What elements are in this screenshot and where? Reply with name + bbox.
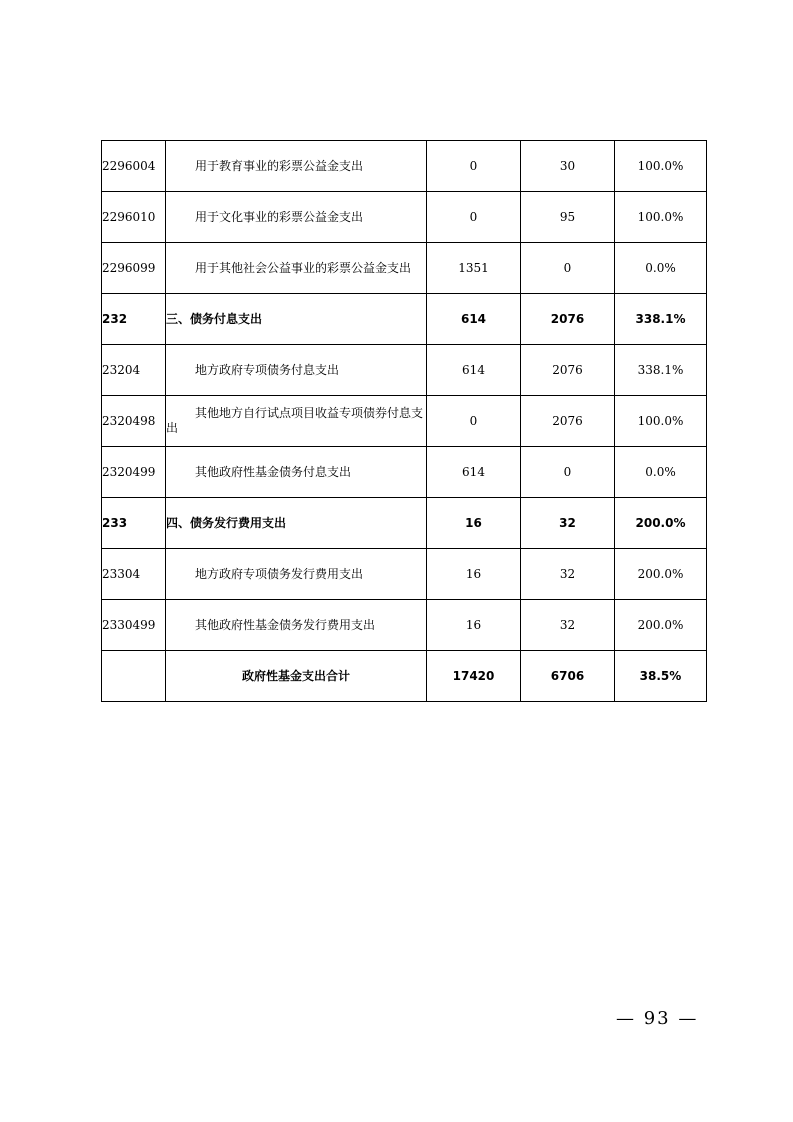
item-code: 23204 (102, 345, 166, 396)
item-name: 用于教育事业的彩票公益金支出 (166, 141, 427, 192)
item-code: 2296099 (102, 243, 166, 294)
item-name: 地方政府专项债务付息支出 (166, 345, 427, 396)
item-name: 其他地方自行试点项目收益专项债券付息支出 (166, 396, 427, 447)
percentage: 338.1% (615, 294, 707, 345)
value-1: 614 (427, 345, 521, 396)
percentage: 0.0% (615, 243, 707, 294)
value-2: 30 (521, 141, 615, 192)
item-name: 地方政府专项债务发行费用支出 (166, 549, 427, 600)
value-1: 16 (427, 549, 521, 600)
value-2: 32 (521, 498, 615, 549)
value-2: 2076 (521, 345, 615, 396)
percentage: 200.0% (615, 600, 707, 651)
item-code: 2330499 (102, 600, 166, 651)
percentage: 200.0% (615, 549, 707, 600)
category-row (102, 498, 707, 549)
value-1: 0 (427, 192, 521, 243)
item-name: 用于文化事业的彩票公益金支出 (166, 192, 427, 243)
total-value-2: 6706 (521, 651, 615, 702)
total-row (102, 651, 707, 702)
table-row (102, 549, 707, 600)
percentage: 0.0% (615, 447, 707, 498)
value-1: 16 (427, 498, 521, 549)
category-code: 232 (102, 294, 166, 345)
value-1: 614 (427, 294, 521, 345)
total-code (102, 651, 166, 702)
value-2: 95 (521, 192, 615, 243)
total-label: 政府性基金支出合计 (166, 651, 427, 702)
value-1: 1351 (427, 243, 521, 294)
category-name: 三、债务付息支出 (166, 294, 427, 345)
item-code: 2296010 (102, 192, 166, 243)
value-1: 0 (427, 141, 521, 192)
total-percentage: 38.5% (615, 651, 707, 702)
percentage: 200.0% (615, 498, 707, 549)
item-name: 其他政府性基金债务付息支出 (166, 447, 427, 498)
value-2: 32 (521, 600, 615, 651)
value-2: 2076 (521, 396, 615, 447)
value-2: 0 (521, 447, 615, 498)
table-row (102, 192, 707, 243)
budget-table-body (102, 141, 707, 702)
item-name: 其他政府性基金债务发行费用支出 (166, 600, 427, 651)
table-row (102, 600, 707, 651)
percentage: 100.0% (615, 141, 707, 192)
value-1: 0 (427, 396, 521, 447)
value-2: 0 (521, 243, 615, 294)
value-2: 2076 (521, 294, 615, 345)
percentage: 338.1% (615, 345, 707, 396)
item-code: 2320499 (102, 447, 166, 498)
percentage: 100.0% (615, 192, 707, 243)
percentage: 100.0% (615, 396, 707, 447)
item-code: 23304 (102, 549, 166, 600)
category-code: 233 (102, 498, 166, 549)
table-row (102, 243, 707, 294)
item-code: 2296004 (102, 141, 166, 192)
table-row (102, 447, 707, 498)
category-name: 四、债务发行费用支出 (166, 498, 427, 549)
budget-table (101, 140, 707, 702)
table-row (102, 345, 707, 396)
value-2: 32 (521, 549, 615, 600)
table-row (102, 141, 707, 192)
page-number: — 93 — (616, 1008, 699, 1029)
item-name: 用于其他社会公益事业的彩票公益金支出 (166, 243, 427, 294)
table-row (102, 396, 707, 447)
value-1: 614 (427, 447, 521, 498)
item-code: 2320498 (102, 396, 166, 447)
total-value-1: 17420 (427, 651, 521, 702)
value-1: 16 (427, 600, 521, 651)
category-row (102, 294, 707, 345)
